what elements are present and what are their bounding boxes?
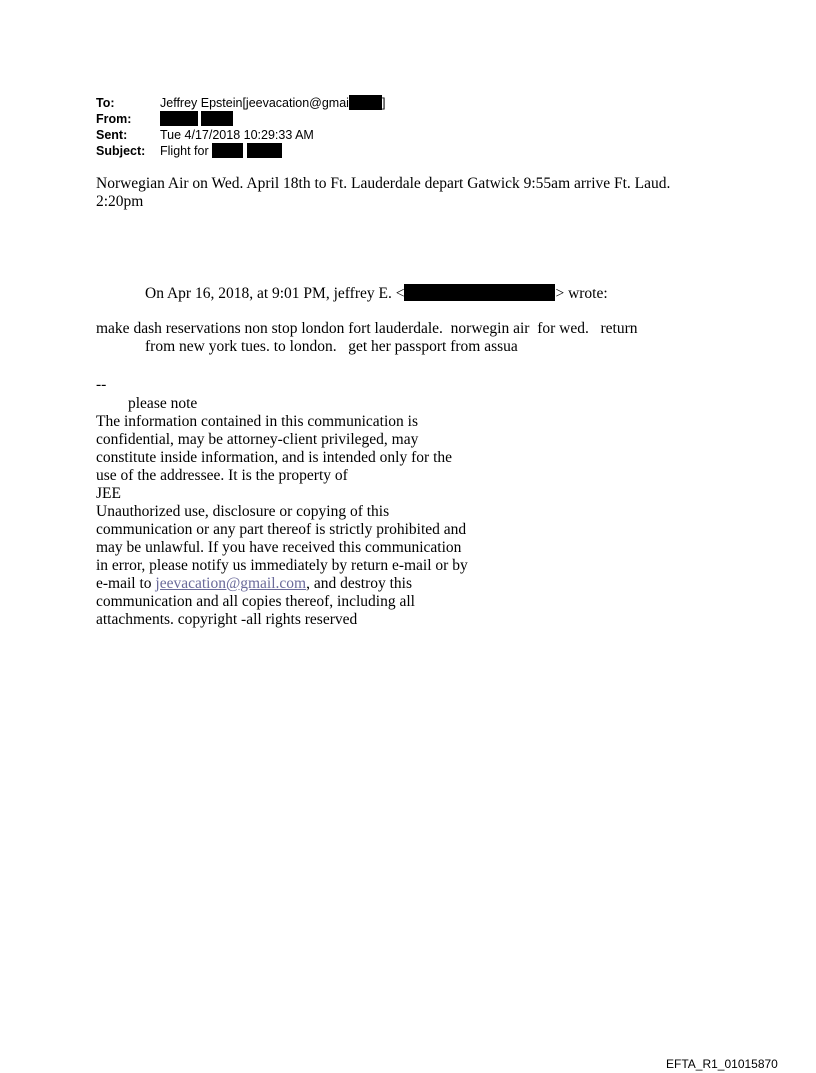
email-link[interactable]: jeevacation@gmail.com (155, 575, 307, 592)
quote-outro: > wrote: (555, 285, 608, 302)
from-row (96, 111, 385, 127)
to-address: Jeffrey Epstein[jeevacation@gmai (160, 96, 349, 110)
to-label: To: (96, 96, 115, 110)
message-body: Norwegian Air on Wed. April 18th to Ft. Lauderdale depart Gatwick 9:55am arrive Ft. Laud. 2:20pm (96, 175, 671, 210)
please-note: please note (128, 395, 198, 412)
sent-label: Sent: (96, 128, 128, 142)
to-value (160, 95, 385, 111)
redaction-block (212, 143, 243, 158)
disclaimer (96, 413, 476, 629)
disclaimer-jee: JEE (96, 485, 121, 502)
document-id: EFTA_R1_01015870 (666, 1057, 778, 1071)
subject-value (160, 143, 282, 159)
subject-row (96, 143, 385, 159)
email-header (96, 95, 385, 159)
sent-row (96, 127, 385, 143)
redaction-block (404, 284, 555, 301)
sent-value: Tue 4/17/2018 10:29:33 AM (160, 128, 314, 142)
to-tail: ] (381, 96, 386, 110)
subject-label: Subject: (96, 144, 146, 158)
disclaimer-p2b: , and destroy this communication and all copies thereof, including all attachments. copyright -all rights reserved (96, 575, 415, 628)
signature-separator: -- (96, 376, 107, 393)
disclaimer-p1: The information contained in this communication is confidential, may be attorney-client privileged, may constitute inside information, and is intended only for the use of the addressee. It is the property of (96, 413, 453, 484)
subject-text: Flight for (160, 144, 209, 158)
redaction-block (160, 111, 198, 126)
redaction-block (247, 143, 282, 158)
quote-attribution (145, 284, 608, 303)
from-label: From: (96, 112, 132, 126)
redaction-block (349, 95, 382, 110)
quoted-line-1: make dash reservations non stop london fort lauderdale. norwegin air for wed. return (96, 320, 638, 337)
quoted-line-2: from new york tues. to london. get her passport from assua (145, 338, 518, 355)
quote-intro: On Apr 16, 2018, at 9:01 PM, jeffrey E. < (145, 285, 405, 302)
disclaimer-p2 (96, 503, 476, 629)
disclaimer-p2a: Unauthorized use, disclosure or copying of this communication or any part thereof is strictly prohibited and may be unlawful. If you have received this communication in error, please notify us immediately by return e-mail or by e-mail to (96, 503, 468, 592)
from-value (160, 111, 233, 127)
redaction-block (201, 111, 233, 126)
to-row (96, 95, 385, 111)
quoted-message (96, 320, 696, 356)
